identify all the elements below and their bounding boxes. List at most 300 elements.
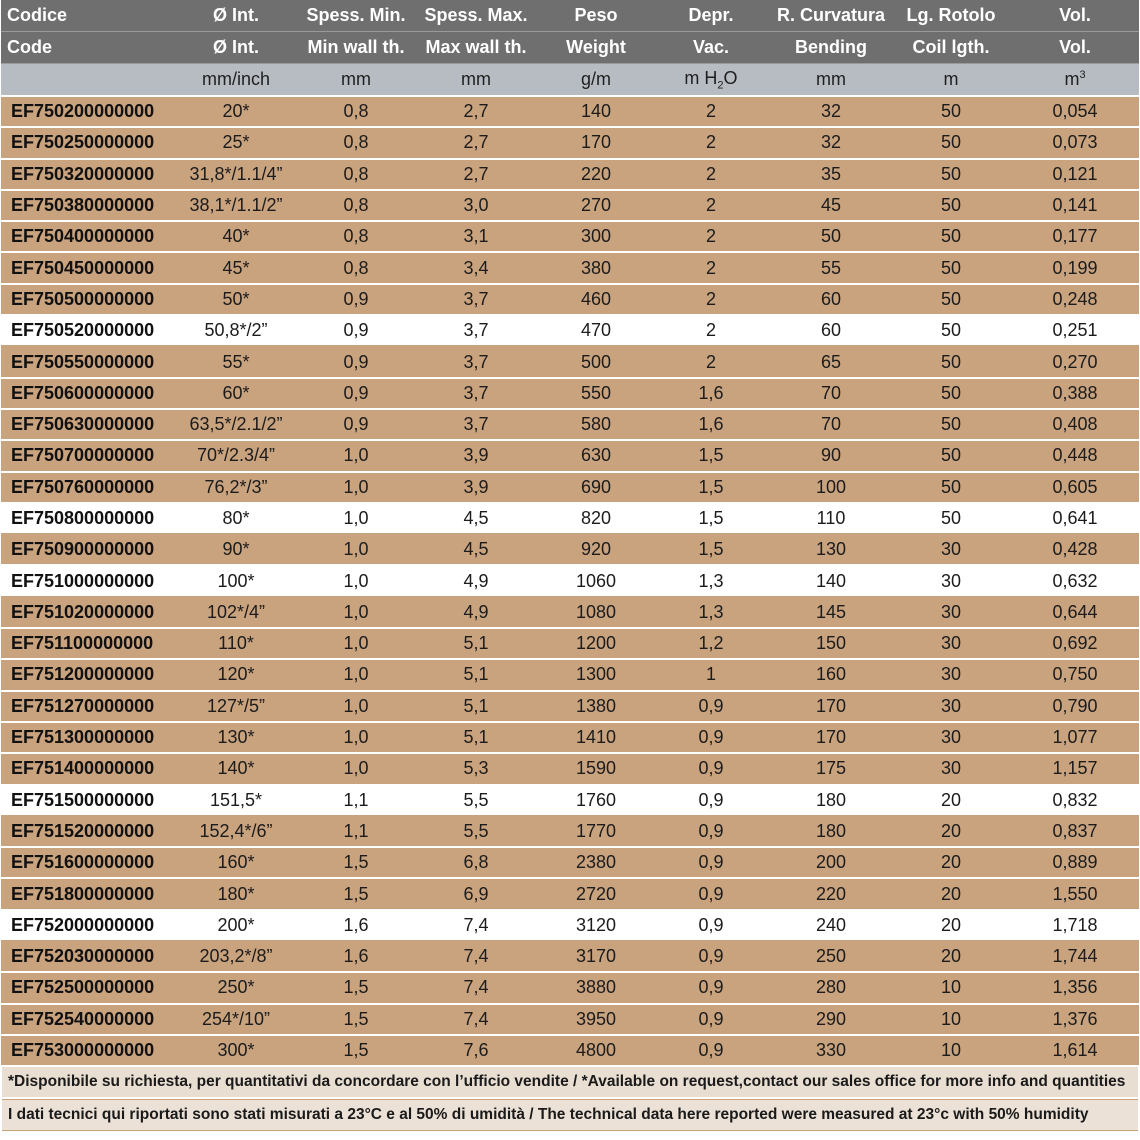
table-cell: 2 bbox=[651, 346, 771, 377]
table-cell: 2720 bbox=[541, 878, 651, 909]
table-cell: 10 bbox=[891, 1035, 1011, 1066]
table-cell: 50 bbox=[891, 315, 1011, 346]
table-row bbox=[1, 315, 1139, 346]
table-cell: 300 bbox=[541, 221, 651, 252]
table-cell: 0,073 bbox=[1011, 127, 1139, 158]
product-code-cell: EF751020000000 bbox=[1, 597, 171, 628]
table-cell: 50 bbox=[891, 346, 1011, 377]
table-cell: 3,1 bbox=[411, 221, 541, 252]
table-cell: 25* bbox=[171, 127, 301, 158]
product-code-cell: EF750760000000 bbox=[1, 472, 171, 503]
table-cell: 300* bbox=[171, 1035, 301, 1066]
table-cell: 63,5*/2.1/2” bbox=[171, 409, 301, 440]
unit-cell: mm bbox=[301, 64, 411, 97]
table-cell: 20* bbox=[171, 96, 301, 127]
table-cell: 3,9 bbox=[411, 440, 541, 471]
table-cell: 0,9 bbox=[651, 941, 771, 972]
table-cell: 0,8 bbox=[301, 190, 411, 221]
table-cell: 127*/5” bbox=[171, 691, 301, 722]
table-cell: 20 bbox=[891, 847, 1011, 878]
table-cell: 0,448 bbox=[1011, 440, 1139, 471]
table-cell: 7,4 bbox=[411, 1004, 541, 1035]
units-row bbox=[1, 64, 1139, 97]
product-code-cell: EF751500000000 bbox=[1, 785, 171, 816]
table-cell: 150 bbox=[771, 628, 891, 659]
table-cell: 30 bbox=[891, 753, 1011, 784]
unit-text: m H bbox=[684, 67, 718, 88]
product-code-cell: EF751200000000 bbox=[1, 659, 171, 690]
table-cell: 820 bbox=[541, 503, 651, 534]
table-row bbox=[1, 159, 1139, 190]
table-cell: 1,5 bbox=[651, 534, 771, 565]
table-body bbox=[1, 96, 1139, 1066]
table-cell: 90 bbox=[771, 440, 891, 471]
table-cell: 0,9 bbox=[651, 753, 771, 784]
table-cell: 0,270 bbox=[1011, 346, 1139, 377]
table-row bbox=[1, 378, 1139, 409]
header-cell: Depr. bbox=[651, 0, 771, 32]
table-cell: 30 bbox=[891, 565, 1011, 596]
table-cell: 5,5 bbox=[411, 785, 541, 816]
table-cell: 2380 bbox=[541, 847, 651, 878]
table-cell: 30 bbox=[891, 534, 1011, 565]
table-cell: 2,7 bbox=[411, 127, 541, 158]
header-cell: R. Curvatura bbox=[771, 0, 891, 32]
table-cell: 152,4*/6” bbox=[171, 816, 301, 847]
table-cell: 1,5 bbox=[301, 1035, 411, 1066]
table-cell: 20 bbox=[891, 910, 1011, 941]
table-cell: 220 bbox=[771, 878, 891, 909]
table-cell: 1590 bbox=[541, 753, 651, 784]
product-code-cell: EF750550000000 bbox=[1, 346, 171, 377]
table-cell: 0,9 bbox=[651, 785, 771, 816]
table-cell: 35 bbox=[771, 159, 891, 190]
table-cell: 1760 bbox=[541, 785, 651, 816]
table-cell: 30 bbox=[891, 691, 1011, 722]
table-cell: 5,1 bbox=[411, 691, 541, 722]
table-cell: 0,121 bbox=[1011, 159, 1139, 190]
table-cell: 31,8*/1.1/4” bbox=[171, 159, 301, 190]
table-cell: 30 bbox=[891, 659, 1011, 690]
table-cell: 175 bbox=[771, 753, 891, 784]
table-cell: 5,5 bbox=[411, 816, 541, 847]
table-cell: 2 bbox=[651, 252, 771, 283]
table-cell: 50 bbox=[891, 284, 1011, 315]
product-code-cell: EF751100000000 bbox=[1, 628, 171, 659]
header-cell: Spess. Max. bbox=[411, 0, 541, 32]
table-cell: 4,9 bbox=[411, 565, 541, 596]
table-cell: 1380 bbox=[541, 691, 651, 722]
table-cell: 7,6 bbox=[411, 1035, 541, 1066]
table-cell: 0,8 bbox=[301, 96, 411, 127]
table-cell: 6,8 bbox=[411, 847, 541, 878]
table-row bbox=[1, 472, 1139, 503]
table-cell: 1,157 bbox=[1011, 753, 1139, 784]
table-cell: 80* bbox=[171, 503, 301, 534]
table-cell: 1,5 bbox=[651, 472, 771, 503]
table-cell: 1,5 bbox=[301, 972, 411, 1003]
table-cell: 0,750 bbox=[1011, 659, 1139, 690]
table-cell: 0,388 bbox=[1011, 378, 1139, 409]
table-cell: 1,5 bbox=[651, 503, 771, 534]
table-cell: 20 bbox=[891, 785, 1011, 816]
table-cell: 290 bbox=[771, 1004, 891, 1035]
table-cell: 7,4 bbox=[411, 941, 541, 972]
table-cell: 200* bbox=[171, 910, 301, 941]
table-cell: 10 bbox=[891, 1004, 1011, 1035]
header-cell: Lg. Rotolo bbox=[891, 0, 1011, 32]
table-cell: 1,6 bbox=[651, 409, 771, 440]
table-cell: 76,2*/3” bbox=[171, 472, 301, 503]
table-cell: 50 bbox=[891, 159, 1011, 190]
table-cell: 50 bbox=[891, 190, 1011, 221]
table-cell: 2,7 bbox=[411, 96, 541, 127]
table-row bbox=[1, 96, 1139, 127]
table-cell: 0,790 bbox=[1011, 691, 1139, 722]
product-code-cell: EF750900000000 bbox=[1, 534, 171, 565]
table-cell: 32 bbox=[771, 127, 891, 158]
table-row bbox=[1, 816, 1139, 847]
table-cell: 0,9 bbox=[301, 346, 411, 377]
table-cell: 630 bbox=[541, 440, 651, 471]
table-cell: 6,9 bbox=[411, 878, 541, 909]
spec-table bbox=[1, 0, 1139, 1067]
table-cell: 170 bbox=[541, 127, 651, 158]
table-cell: 130 bbox=[771, 534, 891, 565]
table-cell: 2 bbox=[651, 159, 771, 190]
table-cell: 0,9 bbox=[651, 1035, 771, 1066]
table-cell: 0,9 bbox=[301, 315, 411, 346]
product-code-cell: EF751800000000 bbox=[1, 878, 171, 909]
table-cell: 5,3 bbox=[411, 753, 541, 784]
table-row bbox=[1, 659, 1139, 690]
table-cell: 140 bbox=[771, 565, 891, 596]
table-cell: 0,692 bbox=[1011, 628, 1139, 659]
product-code-cell: EF750500000000 bbox=[1, 284, 171, 315]
table-cell: 120* bbox=[171, 659, 301, 690]
table-cell: 102*/4” bbox=[171, 597, 301, 628]
table-cell: 0,177 bbox=[1011, 221, 1139, 252]
header-cell: Weight bbox=[541, 32, 651, 64]
table-row bbox=[1, 221, 1139, 252]
header-cell: Vac. bbox=[651, 32, 771, 64]
table-cell: 50,8*/2” bbox=[171, 315, 301, 346]
table-cell: 1770 bbox=[541, 816, 651, 847]
table-cell: 0,141 bbox=[1011, 190, 1139, 221]
product-code-cell: EF751000000000 bbox=[1, 565, 171, 596]
table-cell: 60 bbox=[771, 284, 891, 315]
table-cell: 0,8 bbox=[301, 159, 411, 190]
table-row bbox=[1, 346, 1139, 377]
table-cell: 550 bbox=[541, 378, 651, 409]
table-cell: 1,614 bbox=[1011, 1035, 1139, 1066]
table-cell: 50 bbox=[891, 378, 1011, 409]
table-cell: 460 bbox=[541, 284, 651, 315]
footnote-availability: *Disponibile su richiesta, per quantitativi da concordare con l’ufficio vendite / *Available on request,contact our sales office for more info and quantities bbox=[2, 1067, 1138, 1099]
table-cell: 3,7 bbox=[411, 409, 541, 440]
product-code-cell: EF751400000000 bbox=[1, 753, 171, 784]
table-cell: 30 bbox=[891, 628, 1011, 659]
table-cell: 0,9 bbox=[651, 847, 771, 878]
table-cell: 3880 bbox=[541, 972, 651, 1003]
table-cell: 4,5 bbox=[411, 503, 541, 534]
table-cell: 1410 bbox=[541, 722, 651, 753]
table-cell: 1,0 bbox=[301, 440, 411, 471]
table-row bbox=[1, 565, 1139, 596]
table-cell: 130* bbox=[171, 722, 301, 753]
table-cell: 50 bbox=[891, 409, 1011, 440]
table-cell: 0,9 bbox=[651, 972, 771, 1003]
table-cell: 2 bbox=[651, 284, 771, 315]
product-code-cell: EF750320000000 bbox=[1, 159, 171, 190]
table-cell: 20 bbox=[891, 941, 1011, 972]
table-cell: 1,0 bbox=[301, 503, 411, 534]
table-cell: 380 bbox=[541, 252, 651, 283]
unit-cell: m bbox=[891, 64, 1011, 97]
table-cell: 0,054 bbox=[1011, 96, 1139, 127]
table-cell: 1,0 bbox=[301, 753, 411, 784]
table-cell: 203,2*/8” bbox=[171, 941, 301, 972]
table-cell: 1,0 bbox=[301, 534, 411, 565]
table-cell: 1,5 bbox=[301, 847, 411, 878]
table-cell: 4,9 bbox=[411, 597, 541, 628]
table-cell: 0,9 bbox=[651, 691, 771, 722]
table-cell: 1,5 bbox=[301, 878, 411, 909]
table-row bbox=[1, 878, 1139, 909]
product-code-cell: EF752030000000 bbox=[1, 941, 171, 972]
header-cell: Bending bbox=[771, 32, 891, 64]
table-cell: 140 bbox=[541, 96, 651, 127]
table-cell: 10 bbox=[891, 972, 1011, 1003]
table-cell: 110 bbox=[771, 503, 891, 534]
table-cell: 0,251 bbox=[1011, 315, 1139, 346]
header-cell: Ø Int. bbox=[171, 0, 301, 32]
table-cell: 1,0 bbox=[301, 597, 411, 628]
table-cell: 2 bbox=[651, 96, 771, 127]
table-cell: 3120 bbox=[541, 910, 651, 941]
table-cell: 60* bbox=[171, 378, 301, 409]
table-cell: 3,7 bbox=[411, 346, 541, 377]
header-cell: Max wall th. bbox=[411, 32, 541, 64]
table-cell: 1,0 bbox=[301, 472, 411, 503]
table-row bbox=[1, 284, 1139, 315]
table-cell: 0,9 bbox=[651, 816, 771, 847]
table-cell: 1,3 bbox=[651, 597, 771, 628]
table-cell: 50 bbox=[891, 440, 1011, 471]
product-code-cell: EF750800000000 bbox=[1, 503, 171, 534]
product-code-cell: EF750630000000 bbox=[1, 409, 171, 440]
table-cell: 1,3 bbox=[651, 565, 771, 596]
table-cell: 250 bbox=[771, 941, 891, 972]
table-cell: 200 bbox=[771, 847, 891, 878]
table-cell: 45 bbox=[771, 190, 891, 221]
table-row bbox=[1, 941, 1139, 972]
table-cell: 1,356 bbox=[1011, 972, 1139, 1003]
table-cell: 270 bbox=[541, 190, 651, 221]
unit-cell: mm/inch bbox=[171, 64, 301, 97]
table-cell: 100 bbox=[771, 472, 891, 503]
table-cell: 1,0 bbox=[301, 565, 411, 596]
table-cell: 180 bbox=[771, 785, 891, 816]
table-cell: 0,9 bbox=[651, 722, 771, 753]
table-cell: 5,1 bbox=[411, 628, 541, 659]
table-cell: 0,9 bbox=[301, 409, 411, 440]
table-cell: 4,5 bbox=[411, 534, 541, 565]
table-cell: 0,889 bbox=[1011, 847, 1139, 878]
table-cell: 254*/10” bbox=[171, 1004, 301, 1035]
header-cell: Codice bbox=[1, 0, 171, 32]
table-cell: 1,5 bbox=[651, 440, 771, 471]
table-cell: 330 bbox=[771, 1035, 891, 1066]
table-cell: 3,7 bbox=[411, 315, 541, 346]
product-code-cell: EF750450000000 bbox=[1, 252, 171, 283]
table-row bbox=[1, 691, 1139, 722]
table-cell: 70 bbox=[771, 409, 891, 440]
header-cell: Coil lgth. bbox=[891, 32, 1011, 64]
table-cell: 151,5* bbox=[171, 785, 301, 816]
header-cell: Spess. Min. bbox=[301, 0, 411, 32]
table-row bbox=[1, 440, 1139, 471]
table-cell: 3,0 bbox=[411, 190, 541, 221]
table-row bbox=[1, 534, 1139, 565]
table-cell: 1,0 bbox=[301, 628, 411, 659]
product-code-cell: EF751600000000 bbox=[1, 847, 171, 878]
table-cell: 5,1 bbox=[411, 722, 541, 753]
table-cell: 1080 bbox=[541, 597, 651, 628]
unit-subscript: 2 bbox=[717, 79, 724, 92]
table-cell: 2 bbox=[651, 190, 771, 221]
table-cell: 1200 bbox=[541, 628, 651, 659]
table-cell: 1,6 bbox=[301, 941, 411, 972]
table-cell: 580 bbox=[541, 409, 651, 440]
header-cell: Vol. bbox=[1011, 0, 1139, 32]
table-cell: 50 bbox=[771, 221, 891, 252]
unit-superscript: 3 bbox=[1079, 69, 1086, 81]
table-header bbox=[1, 0, 1139, 96]
table-cell: 3170 bbox=[541, 941, 651, 972]
table-cell: 0,408 bbox=[1011, 409, 1139, 440]
table-cell: 0,8 bbox=[301, 252, 411, 283]
table-cell: 690 bbox=[541, 472, 651, 503]
table-row bbox=[1, 252, 1139, 283]
table-cell: 250* bbox=[171, 972, 301, 1003]
table-cell: 1,1 bbox=[301, 816, 411, 847]
table-cell: 20 bbox=[891, 878, 1011, 909]
table-cell: 38,1*/1.1/2” bbox=[171, 190, 301, 221]
table-row bbox=[1, 1004, 1139, 1035]
table-cell: 1300 bbox=[541, 659, 651, 690]
product-code-cell: EF751270000000 bbox=[1, 691, 171, 722]
header-cell: Min wall th. bbox=[301, 32, 411, 64]
table-cell: 45* bbox=[171, 252, 301, 283]
table-row bbox=[1, 628, 1139, 659]
table-cell: 50 bbox=[891, 96, 1011, 127]
table-cell: 110* bbox=[171, 628, 301, 659]
product-code-cell: EF750400000000 bbox=[1, 221, 171, 252]
table-cell: 0,8 bbox=[301, 127, 411, 158]
footnote-technical-data: I dati tecnici qui riportati sono stati misurati a 23°C e al 50% di umidità / The technical data here reported were measured at 23°c with 50% humidity bbox=[2, 1099, 1138, 1131]
product-code-cell: EF750520000000 bbox=[1, 315, 171, 346]
product-code-cell: EF750250000000 bbox=[1, 127, 171, 158]
product-code-cell: EF753000000000 bbox=[1, 1035, 171, 1066]
table-cell: 0,9 bbox=[651, 878, 771, 909]
table-cell: 2 bbox=[651, 315, 771, 346]
product-code-cell: EF750700000000 bbox=[1, 440, 171, 471]
unit-cell bbox=[1, 64, 171, 97]
table-cell: 55 bbox=[771, 252, 891, 283]
product-code-cell: EF752500000000 bbox=[1, 972, 171, 1003]
table-cell: 50* bbox=[171, 284, 301, 315]
table-cell: 1,0 bbox=[301, 691, 411, 722]
table-cell: 280 bbox=[771, 972, 891, 1003]
table-cell: 920 bbox=[541, 534, 651, 565]
product-code-cell: EF751300000000 bbox=[1, 722, 171, 753]
header-cell: Peso bbox=[541, 0, 651, 32]
unit-cell: mm bbox=[771, 64, 891, 97]
table-row bbox=[1, 753, 1139, 784]
table-cell: 70*/2.3/4” bbox=[171, 440, 301, 471]
table-cell: 1,2 bbox=[651, 628, 771, 659]
table-cell: 55* bbox=[171, 346, 301, 377]
header-cell: Code bbox=[1, 32, 171, 64]
table-cell: 1,744 bbox=[1011, 941, 1139, 972]
table-cell: 240 bbox=[771, 910, 891, 941]
table-cell: 50 bbox=[891, 503, 1011, 534]
product-code-cell: EF750200000000 bbox=[1, 96, 171, 127]
table-cell: 100* bbox=[171, 565, 301, 596]
table-cell: 60 bbox=[771, 315, 891, 346]
table-cell: 1,6 bbox=[301, 910, 411, 941]
table-cell: 1,1 bbox=[301, 785, 411, 816]
table-cell: 0,9 bbox=[301, 378, 411, 409]
table-cell: 50 bbox=[891, 472, 1011, 503]
table-cell: 2,7 bbox=[411, 159, 541, 190]
table-cell: 0,9 bbox=[651, 1004, 771, 1035]
table-row bbox=[1, 847, 1139, 878]
table-cell: 1,550 bbox=[1011, 878, 1139, 909]
table-cell: 145 bbox=[771, 597, 891, 628]
table-cell: 0,605 bbox=[1011, 472, 1139, 503]
table-cell: 0,428 bbox=[1011, 534, 1139, 565]
table-cell: 32 bbox=[771, 96, 891, 127]
table-cell: 7,4 bbox=[411, 910, 541, 941]
table-cell: 1,718 bbox=[1011, 910, 1139, 941]
table-cell: 1,5 bbox=[301, 1004, 411, 1035]
table-cell: 1,376 bbox=[1011, 1004, 1139, 1035]
table-cell: 220 bbox=[541, 159, 651, 190]
table-cell: 2 bbox=[651, 221, 771, 252]
table-cell: 180 bbox=[771, 816, 891, 847]
table-cell: 0,641 bbox=[1011, 503, 1139, 534]
product-code-cell: EF750600000000 bbox=[1, 378, 171, 409]
table-cell: 50 bbox=[891, 221, 1011, 252]
table-cell: 0,9 bbox=[301, 284, 411, 315]
table-cell: 170 bbox=[771, 691, 891, 722]
table-cell: 4800 bbox=[541, 1035, 651, 1066]
table-cell: 170 bbox=[771, 722, 891, 753]
table-cell: 0,9 bbox=[651, 910, 771, 941]
table-cell: 500 bbox=[541, 346, 651, 377]
header-cell: Vol. bbox=[1011, 32, 1139, 64]
table-row bbox=[1, 597, 1139, 628]
table-cell: 160* bbox=[171, 847, 301, 878]
table-row bbox=[1, 1035, 1139, 1066]
table-cell: 50 bbox=[891, 127, 1011, 158]
table-cell: 0,837 bbox=[1011, 816, 1139, 847]
table-cell: 0,248 bbox=[1011, 284, 1139, 315]
table-cell: 1,6 bbox=[651, 378, 771, 409]
table-cell: 65 bbox=[771, 346, 891, 377]
